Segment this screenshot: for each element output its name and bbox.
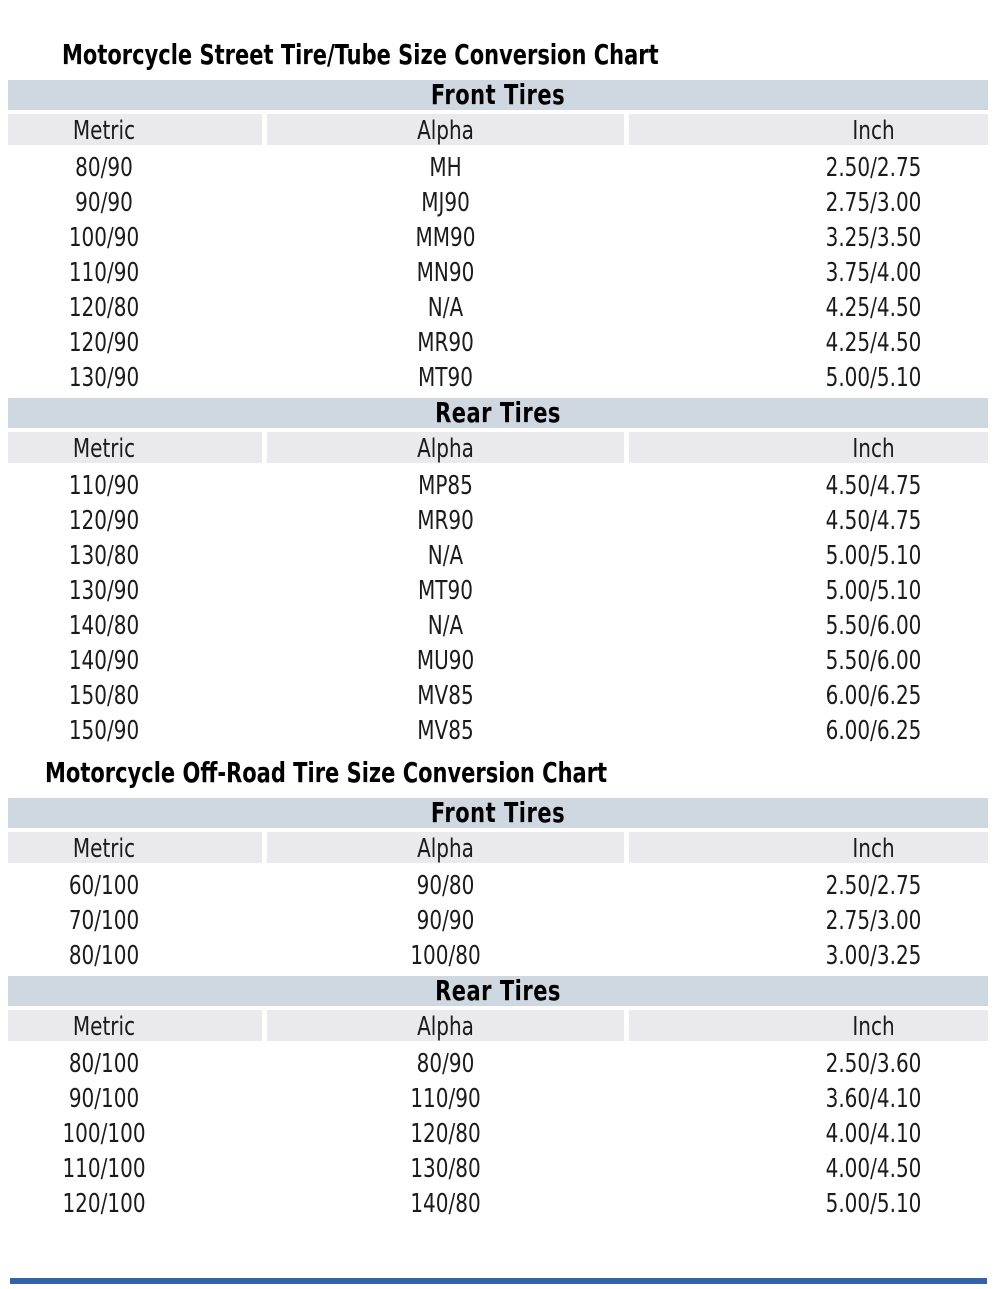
column-header-alpha [267, 114, 624, 145]
cell-inch-text: 3.00/3.25 [825, 938, 922, 971]
cell-metric [8, 254, 262, 289]
cell-inch-text: 3.60/4.10 [825, 1081, 922, 1114]
cell-metric-text: 110/100 [62, 1151, 146, 1184]
front-tires-header-text: Front Tires [430, 79, 566, 111]
column-header-metric-text: Metric [72, 431, 136, 464]
cell-metric [8, 937, 262, 972]
cell-inch [629, 1185, 988, 1220]
cell-alpha-text: 80/90 [416, 1046, 475, 1079]
cell-metric [8, 1185, 262, 1220]
cell-inch-text: 4.25/4.50 [825, 325, 922, 358]
cell-metric [8, 184, 262, 219]
cell-inch [629, 219, 988, 254]
cell-inch [629, 642, 988, 677]
cell-metric-text: 120/80 [68, 290, 140, 323]
cell-metric [8, 677, 262, 712]
cell-inch [629, 867, 988, 902]
street-tire-chart [8, 80, 988, 747]
table-row [8, 677, 988, 712]
cell-inch-text: 2.75/3.00 [825, 903, 922, 936]
cell-inch [629, 677, 988, 712]
cell-metric-text: 140/80 [68, 608, 140, 641]
cell-metric-text: 120/90 [68, 325, 140, 358]
cell-inch [629, 1080, 988, 1115]
table-row [8, 254, 988, 289]
cell-inch-text: 4.00/4.10 [825, 1116, 922, 1149]
column-header-inch [629, 832, 988, 863]
table-row [8, 1080, 988, 1115]
street-chart-title [62, 39, 1000, 71]
offroad-chart-title-text: Motorcycle Off-Road Tire Size Conversion Chart [45, 757, 608, 789]
cell-metric-text: 120/90 [68, 503, 140, 536]
cell-inch-text: 5.50/6.00 [825, 643, 922, 676]
cell-metric [8, 359, 262, 394]
cell-alpha-text: MV85 [417, 678, 474, 711]
rear-tires-section [8, 398, 988, 747]
column-header-inch [629, 114, 988, 145]
cell-metric [8, 902, 262, 937]
cell-alpha-text: MM90 [415, 220, 476, 253]
offroad-tire-chart [8, 798, 988, 1220]
column-header-alpha-text: Alpha [417, 1009, 474, 1042]
cell-inch [629, 1115, 988, 1150]
cell-alpha [267, 1115, 624, 1150]
column-header-alpha-text: Alpha [417, 113, 474, 146]
front-tires-header [8, 798, 988, 828]
cell-metric-text: 110/90 [68, 468, 140, 501]
cell-metric [8, 537, 262, 572]
cell-metric-text: 90/90 [75, 185, 133, 218]
cell-alpha [267, 712, 624, 747]
cell-alpha-text: 90/90 [416, 903, 475, 936]
cell-alpha [267, 502, 624, 537]
cell-inch-text: 2.50/3.60 [825, 1046, 922, 1079]
rear-tires-column-header-row [8, 1010, 988, 1041]
cell-metric-text: 150/90 [68, 713, 140, 746]
cell-alpha [267, 677, 624, 712]
cell-metric [8, 149, 262, 184]
cell-inch-text: 5.50/6.00 [825, 608, 922, 641]
cell-inch-text: 3.25/3.50 [825, 220, 922, 253]
cell-inch [629, 937, 988, 972]
column-header-metric [8, 832, 262, 863]
column-header-alpha-text: Alpha [417, 431, 474, 464]
cell-alpha [267, 254, 624, 289]
cell-alpha-text: 140/80 [410, 1186, 481, 1219]
cell-metric-text: 110/90 [68, 255, 140, 288]
table-row [8, 1045, 988, 1080]
cell-inch [629, 572, 988, 607]
cell-inch-text: 4.50/4.75 [825, 503, 922, 536]
column-header-alpha [267, 1010, 624, 1041]
cell-metric [8, 289, 262, 324]
cell-metric-text: 120/100 [62, 1186, 146, 1219]
cell-alpha-text: N/A [427, 608, 464, 641]
column-header-inch-text: Inch [852, 431, 895, 464]
table-row [8, 537, 988, 572]
cell-alpha-text: N/A [427, 538, 464, 571]
cell-inch [629, 537, 988, 572]
cell-inch [629, 1045, 988, 1080]
table-row [8, 902, 988, 937]
rear-tires-section [8, 976, 988, 1220]
front-tires-section [8, 798, 988, 972]
cell-inch [629, 184, 988, 219]
cell-inch-text: 4.50/4.75 [825, 468, 922, 501]
cell-inch-text: 6.00/6.25 [825, 713, 922, 746]
table-row [8, 572, 988, 607]
cell-metric-text: 70/100 [68, 903, 140, 936]
cell-alpha-text: 120/80 [410, 1116, 481, 1149]
cell-inch-text: 3.75/4.00 [825, 255, 922, 288]
cell-alpha-text: MH [429, 150, 462, 183]
column-header-alpha [267, 832, 624, 863]
column-header-metric [8, 1010, 262, 1041]
cell-metric-text: 80/90 [75, 150, 133, 183]
cell-alpha-text: MR90 [417, 325, 474, 358]
cell-inch [629, 607, 988, 642]
cell-metric-text: 140/90 [68, 643, 140, 676]
cell-inch [629, 467, 988, 502]
cell-metric [8, 219, 262, 254]
cell-alpha-text: MR90 [417, 503, 474, 536]
cell-alpha [267, 359, 624, 394]
cell-inch [629, 902, 988, 937]
cell-alpha [267, 1150, 624, 1185]
table-row [8, 867, 988, 902]
cell-metric-text: 90/100 [68, 1081, 140, 1114]
table-row [8, 607, 988, 642]
column-header-metric-text: Metric [72, 113, 136, 146]
table-row [8, 1185, 988, 1220]
table-row [8, 1115, 988, 1150]
cell-metric [8, 607, 262, 642]
cell-alpha [267, 902, 624, 937]
cell-alpha-text: MT90 [418, 573, 473, 606]
table-row [8, 712, 988, 747]
table-row [8, 502, 988, 537]
cell-metric [8, 502, 262, 537]
table-row [8, 642, 988, 677]
cell-metric [8, 572, 262, 607]
cell-metric-text: 100/90 [68, 220, 140, 253]
cell-metric [8, 1115, 262, 1150]
cell-alpha [267, 149, 624, 184]
cell-metric [8, 712, 262, 747]
cell-inch-text: 5.00/5.10 [825, 1186, 922, 1219]
column-header-inch-text: Inch [852, 1009, 895, 1042]
cell-metric [8, 1045, 262, 1080]
cell-metric [8, 467, 262, 502]
cell-alpha [267, 184, 624, 219]
cell-inch-text: 5.00/5.10 [825, 538, 922, 571]
table-row [8, 219, 988, 254]
cell-alpha-text: MU90 [416, 643, 475, 676]
cell-alpha [267, 537, 624, 572]
cell-alpha-text: MP85 [418, 468, 473, 501]
column-header-metric [8, 114, 262, 145]
cell-metric-text: 130/80 [68, 538, 140, 571]
cell-metric [8, 1150, 262, 1185]
cell-alpha [267, 324, 624, 359]
cell-metric [8, 324, 262, 359]
table-row [8, 1150, 988, 1185]
rear-tires-header [8, 976, 988, 1006]
cell-alpha [267, 937, 624, 972]
cell-inch [629, 254, 988, 289]
table-row [8, 467, 988, 502]
cell-metric-text: 60/100 [68, 868, 140, 901]
cell-alpha-text: 90/80 [416, 868, 475, 901]
cell-inch [629, 359, 988, 394]
cell-inch [629, 712, 988, 747]
cell-inch [629, 324, 988, 359]
rear-tires-header [8, 398, 988, 428]
front-tires-column-header-row [8, 832, 988, 863]
cell-alpha-text: 100/80 [410, 938, 481, 971]
cell-inch-text: 2.50/2.75 [825, 150, 922, 183]
cell-inch-text: 4.25/4.50 [825, 290, 922, 323]
table-row [8, 289, 988, 324]
cell-metric [8, 1080, 262, 1115]
column-header-inch [629, 1010, 988, 1041]
front-tires-header-text: Front Tires [430, 797, 566, 829]
cell-metric [8, 642, 262, 677]
table-row [8, 149, 988, 184]
column-header-metric-text: Metric [72, 831, 136, 864]
cell-alpha-text: MJ90 [421, 185, 470, 218]
cell-metric-text: 80/100 [68, 938, 140, 971]
column-header-alpha [267, 432, 624, 463]
column-header-inch [629, 432, 988, 463]
table-row [8, 324, 988, 359]
cell-alpha [267, 572, 624, 607]
rear-tires-header-text: Rear Tires [435, 975, 561, 1007]
cell-metric-text: 150/80 [68, 678, 140, 711]
cell-alpha-text: MN90 [416, 255, 475, 288]
cell-alpha [267, 467, 624, 502]
cell-alpha [267, 1080, 624, 1115]
cell-alpha-text: MV85 [417, 713, 474, 746]
rear-tires-header-text: Rear Tires [435, 397, 561, 429]
cell-inch-text: 5.00/5.10 [825, 573, 922, 606]
column-header-inch-text: Inch [852, 113, 895, 146]
column-header-metric-text: Metric [72, 1009, 136, 1042]
cell-inch-text: 6.00/6.25 [825, 678, 922, 711]
table-row [8, 937, 988, 972]
column-header-metric [8, 432, 262, 463]
cell-inch-text: 5.00/5.10 [825, 360, 922, 393]
cell-inch [629, 149, 988, 184]
cell-alpha-text: MT90 [418, 360, 473, 393]
front-tires-column-header-row [8, 114, 988, 145]
cell-inch [629, 1150, 988, 1185]
cell-inch-text: 2.75/3.00 [825, 185, 922, 218]
street-chart-title-text: Motorcycle Street Tire/Tube Size Conversion Chart [62, 39, 659, 71]
cell-alpha [267, 1045, 624, 1080]
cell-alpha-text: N/A [427, 290, 464, 323]
offroad-chart-title [45, 757, 1000, 789]
cell-inch [629, 289, 988, 324]
rear-tires-column-header-row [8, 432, 988, 463]
column-header-alpha-text: Alpha [417, 831, 474, 864]
front-tires-header [8, 80, 988, 110]
cell-metric [8, 867, 262, 902]
cell-alpha-text: 130/80 [410, 1151, 481, 1184]
table-row [8, 184, 988, 219]
table-row [8, 359, 988, 394]
cell-alpha [267, 289, 624, 324]
cell-inch-text: 2.50/2.75 [825, 868, 922, 901]
cell-alpha [267, 642, 624, 677]
cell-alpha [267, 867, 624, 902]
cell-alpha-text: 110/90 [410, 1081, 481, 1114]
cell-metric-text: 100/100 [62, 1116, 146, 1149]
front-tires-section [8, 80, 988, 394]
cell-inch [629, 502, 988, 537]
cell-metric-text: 130/90 [68, 360, 140, 393]
cell-alpha [267, 1185, 624, 1220]
cell-inch-text: 4.00/4.50 [825, 1151, 922, 1184]
cell-alpha [267, 607, 624, 642]
cell-alpha [267, 219, 624, 254]
cell-metric-text: 130/90 [68, 573, 140, 606]
bottom-scrollbar[interactable] [10, 1278, 987, 1284]
cell-metric-text: 80/100 [68, 1046, 140, 1079]
column-header-inch-text: Inch [852, 831, 895, 864]
